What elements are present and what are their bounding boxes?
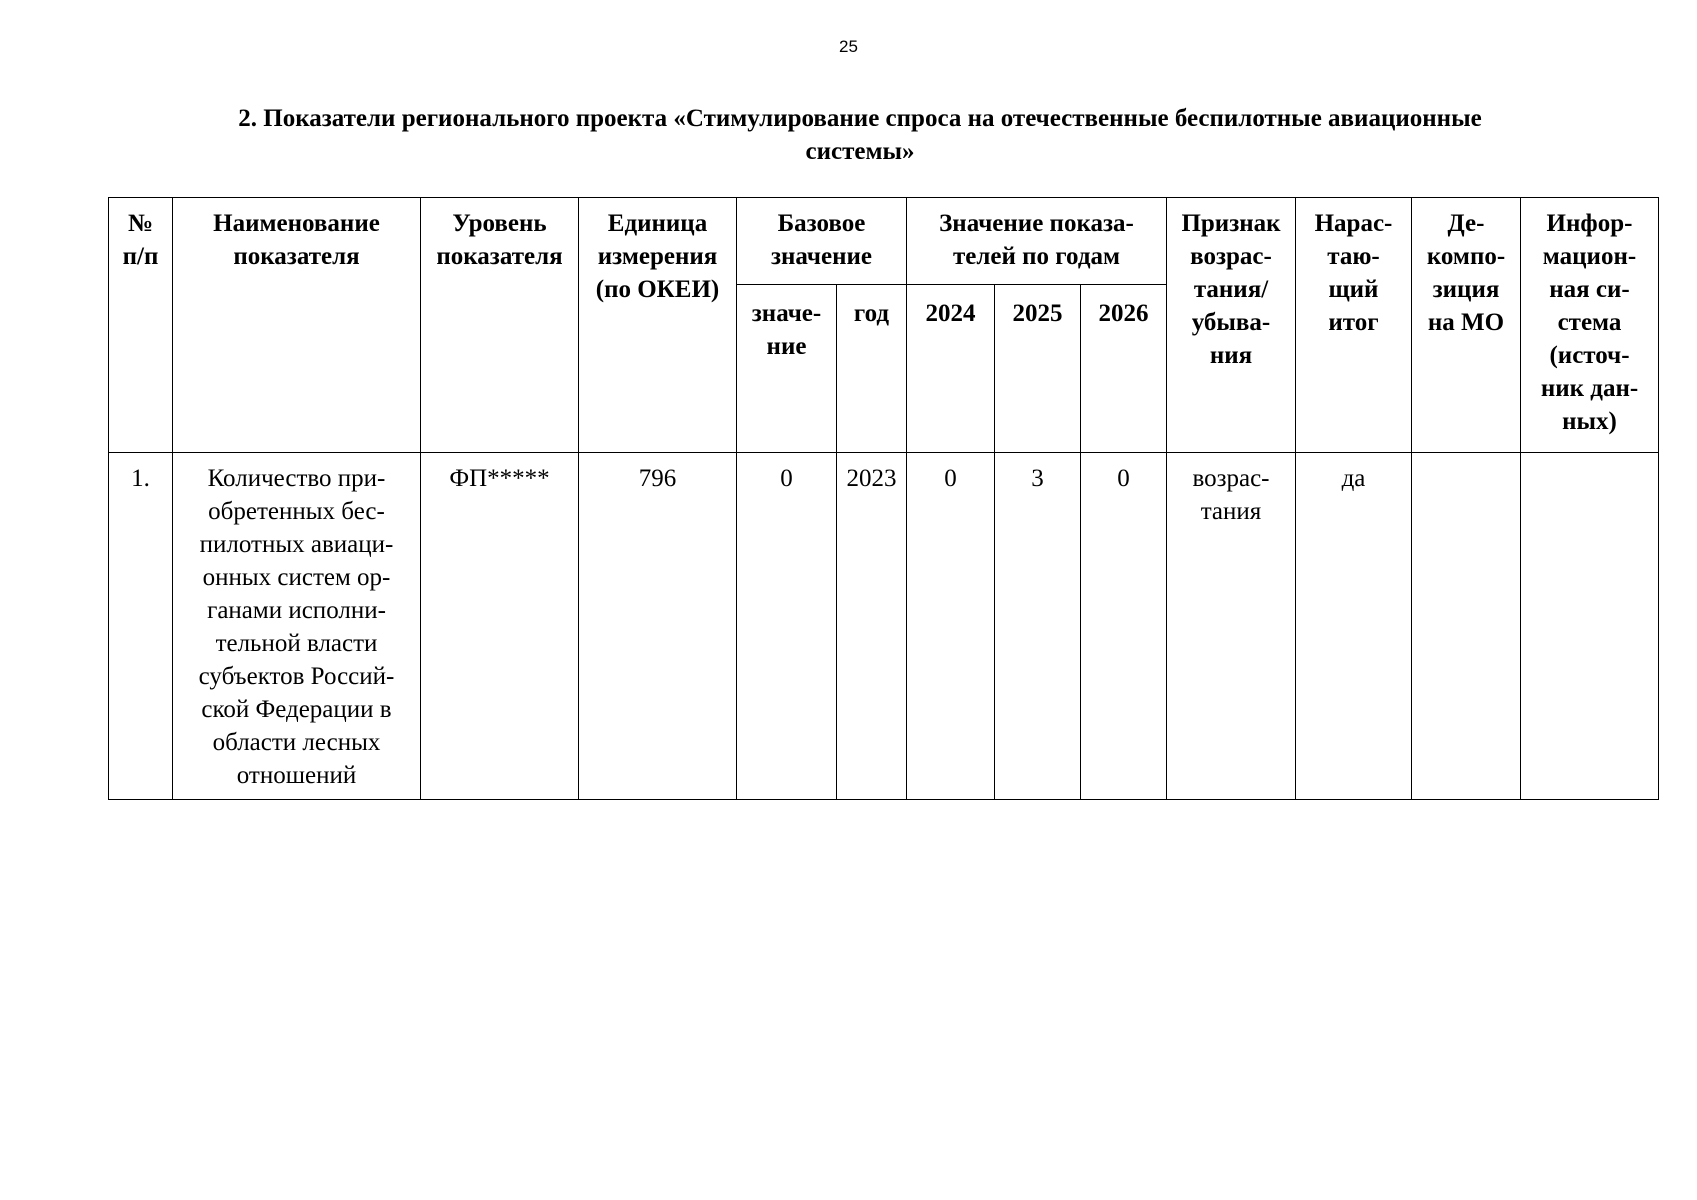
page-number: 25	[839, 37, 858, 56]
header-decomposition: Де- компо- зиция на МО	[1412, 198, 1521, 453]
header-info-system: Инфор- мацион- ная си- стема (источ- ник дан- ных)	[1521, 198, 1659, 453]
header-cumulative: Нарас- таю- щий итог	[1296, 198, 1412, 453]
header-base-value: значе- ние	[737, 285, 837, 453]
row-info-system	[1521, 453, 1659, 800]
header-unit: Единица измерения (по ОКЕИ)	[579, 198, 737, 453]
row-value-2024: 0	[907, 453, 995, 800]
row-decomposition	[1412, 453, 1521, 800]
row-level: ФП*****	[421, 453, 579, 800]
header-values-by-year-group: Значение показа- телей по годам	[907, 198, 1167, 285]
row-cumulative: да	[1296, 453, 1412, 800]
header-num: № п/п	[109, 198, 173, 453]
section-title-line-1: 2. Показатели регионального проекта «Стимулирование спроса на отечественные беспилотные авиационные	[238, 105, 1482, 132]
row-base-value: 0	[737, 453, 837, 800]
header-level: Уровень показателя	[421, 198, 579, 453]
header-year-2026: 2026	[1081, 285, 1167, 453]
section-title	[110, 102, 1610, 168]
table-row	[109, 453, 1659, 800]
header-base-year: год	[837, 285, 907, 453]
row-indicator-name: Количество при- обретенных бес- пилотных авиаци- онных систем ор- ганами исполни- тельной власти субъектов Россий- ской Федерации в области лесных отношений	[173, 453, 421, 800]
row-value-2025: 3	[995, 453, 1081, 800]
header-sign: Признак возрас- тания/ убыва- ния	[1167, 198, 1296, 453]
row-value-2026: 0	[1081, 453, 1167, 800]
table-header-row	[109, 198, 1659, 285]
indicators-table	[108, 197, 1659, 800]
header-name: Наименование показателя	[173, 198, 421, 453]
header-base-value-group: Базовое значение	[737, 198, 907, 285]
row-base-year: 2023	[837, 453, 907, 800]
row-num: 1.	[109, 453, 173, 800]
row-sign: возрас- тания	[1167, 453, 1296, 800]
section-title-line-2: системы»	[805, 138, 915, 165]
row-unit: 796	[579, 453, 737, 800]
header-year-2025: 2025	[995, 285, 1081, 453]
header-year-2024: 2024	[907, 285, 995, 453]
